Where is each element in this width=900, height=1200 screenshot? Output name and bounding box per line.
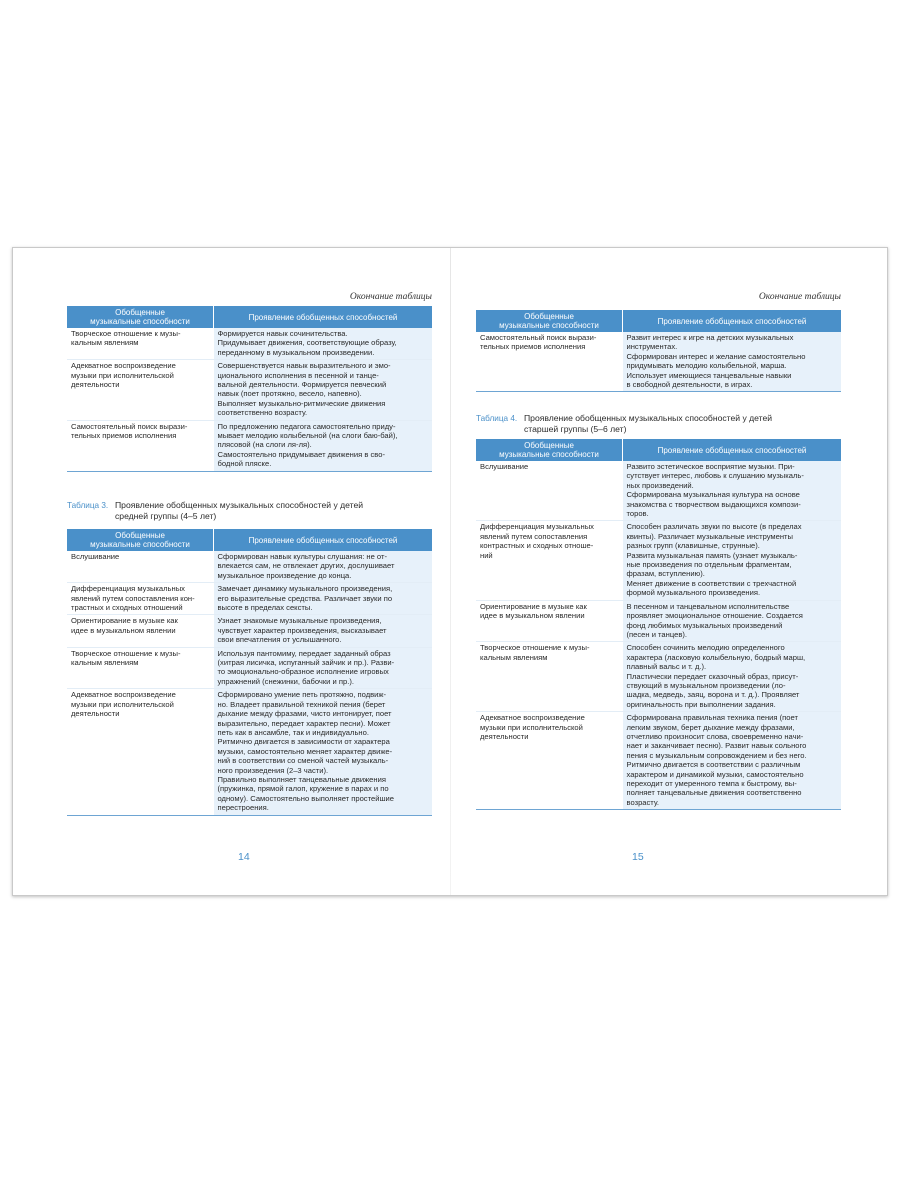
cell-text-line: переданному в музыкальном произведении. [217,347,375,357]
cell-text-line: Ритмично двигается в зависимости от характера [217,737,390,747]
cell-text-line: Вслушивание [480,462,529,471]
manifestation-cell [623,332,842,392]
cell-text-line: Сформирован навык культуры слушания: не от- [217,552,387,561]
cell-text-line: фразам, вступлению). [626,569,705,579]
cell-text-line: Способен сочинить мелодию определенного [626,643,785,653]
cell-text-line: Используя пантомиму, передает заданный образ [217,648,391,658]
cell-text-line: тельных приемов исполнения [480,342,586,352]
cell-text-line: нает и заканчивает песню). Развит навык сольного [626,741,807,751]
ability-cell [67,615,214,647]
cell-text-line: Творческое отношение к музы- [480,643,590,653]
cell-text-line: Меняет движение в соответствии с трехчастной [626,578,797,588]
cell-text-line: Использует имеющиеся танцевальные навыки [626,370,792,380]
cell-text-line: ствующий в музыкальном произведении (ло- [626,680,786,690]
cell-text-line: Развита музыкальная память (узнает музыкаль- [626,550,798,560]
cell-text-line: Адекватное воспроизведение [71,690,176,700]
cell-text-line: Самостоятельный поиск вырази- [480,333,597,342]
ability-cell [67,420,214,471]
table-row [67,420,432,471]
cell-text-line: то эмоционально-образное исполнение игровых [217,667,389,677]
cell-text-line: Сформирована правильная техника пения (поет [626,713,798,723]
manifestation-cell [623,521,842,600]
table-row [476,642,841,712]
cell-text-line: кальным явлениям [480,652,548,662]
cell-text-line: перестроения. [217,803,269,813]
cell-text-line: придумывать мелодию колыбельной, марша. [626,361,787,371]
cell-text-line: музыки при исполнительской [71,699,174,709]
table-row [476,461,841,521]
table-row [476,521,841,600]
table-3-label: Таблица 3. [67,501,109,510]
cell-text-line: ний в соответствии со сменой частей музыкаль- [217,756,389,766]
cell-text-line: ные произведения по отдельным фрагментам, [626,560,792,570]
cell-text-line: музыки, самостоятельно меняет характер движе- [217,746,393,756]
table-row [67,583,432,615]
ability-cell [67,328,214,360]
cell-text-line: пения с музыкальным сопровождением и без него. [626,750,807,760]
cell-text-line: Ориентирование в музыке как [71,616,178,626]
cell-text-line: Самостоятельно придумывает движения в сво- [217,449,385,459]
table-row [67,689,432,815]
table-3-title: Проявление обобщенных музыкальных способностей у детей [115,500,364,510]
table-4-title: Проявление обобщенных музыкальных способностей у детей [524,413,773,423]
cell-text-line: шадка, медведь, заяц, ворона и т. д.). Проявляет [626,690,800,700]
cell-text-line: Выполняет музыкально-ритмические движения [217,398,386,408]
cell-text-line: в свободной деятельности, в играх. [626,380,753,390]
cell-text-line: Самостоятельный поиск вырази- [71,421,188,431]
column-header-abilities: Обобщенные музыкальные способности [67,529,214,551]
cell-text-line: тельных приемов исполнения [71,431,177,441]
cell-text-line: Способен различать звуки по высоте (в пределах [626,522,802,532]
cell-text-line: бодной пляске. [217,459,272,469]
cell-text-line: Сформирована музыкальная культура на основе [626,490,800,500]
cell-text-line: ного произведения (2–3 части). [217,765,329,775]
cell-text-line: фонд любимых музыкальных произведений [626,620,783,630]
cell-text-line: Адекватное воспроизведение [480,713,585,723]
cell-text-line: Узнает знакомые музыкальные произведения, [217,616,382,626]
continuation-label: Окончание таблицы [349,292,432,302]
table-row [67,328,432,360]
cell-text-line: трастных и сходных отношений [71,603,183,613]
cell-text-line: Дифференциация музыкальных [480,522,594,532]
cell-text-line: разных групп (клавишные, струнные). [626,541,760,551]
ability-cell [67,689,214,815]
cell-text-line: ных произведений. [626,480,694,490]
manifestation-cell [623,642,842,712]
cell-text-line: мывает мелодию колыбельной (на слоги баю-бай), [217,431,398,441]
column-header-abilities: Обобщенные музыкальные способности [476,310,623,332]
cell-text-line: петь как в ансамбле, так и индивидуально. [217,727,369,737]
cell-text-line: контрастных и сходных отноше- [480,541,594,551]
column-header-manifestation: Проявление обобщенных способностей [623,439,842,461]
table-row [67,647,432,689]
table-3-caption: Таблица 3. Проявление обобщенных музыкальных способностей у детей средней группы (4–5 лет) [67,500,364,521]
table-row [476,600,841,642]
cell-text-line: торов. [626,509,649,519]
book-spread [12,247,888,896]
cell-text-line: вальной деятельности. Формируется певческий [217,380,387,390]
cell-text-line: Творческое отношение к музы- [71,648,181,658]
cell-text-line: легким звуком, берет дыхание между фразами, [626,722,795,732]
cell-text-line: (пружинка, прямой галоп, кружение в парах и по [217,784,389,794]
cell-text-line: идее в музыкальном явлении [480,611,585,621]
cell-text-line: деятельности [71,380,120,390]
cell-text-line: Придумывает движения, соответствующие образу, [217,338,397,348]
cell-text-line: высоте в пределах сексты. [217,603,313,613]
cell-text-line: В песенном и танцевальном исполнительстве [626,601,790,611]
cell-text-line: деятельности [480,731,529,741]
cell-text-line: плавный вальс и т. д.). [626,662,707,672]
cell-text-line: характером и динамикой музыки, самостоятельно [626,769,804,779]
manifestation-cell [214,360,433,420]
cell-text-line: (песен и танцев). [626,629,688,639]
cell-text-line: явлений путем сопоставления [480,531,588,541]
table-row [476,332,841,392]
ability-cell [476,600,623,642]
manifestation-cell [214,583,433,615]
manifestation-cell [214,615,433,647]
cell-text-line: Сформирован интерес и желание самостоятельно [626,351,806,361]
column-header-manifestation: Проявление обобщенных способностей [214,306,433,328]
cell-text-line: Вслушивание [71,552,120,561]
cell-text-line: музыки при исполнительской [480,722,583,732]
ability-cell [476,642,623,712]
cell-text-line: Развит интерес к игре на детских музыкальных [626,333,794,342]
book-gutter [450,248,451,895]
cell-text-line: Замечает динамику музыкального произведения, [217,584,393,594]
table-row [67,551,432,583]
manifestation-cell [214,551,433,583]
column-header-manifestation: Проявление обобщенных способностей [214,529,433,551]
cell-text-line: полняет танцевальные движения соответственно [626,788,802,798]
manifestation-cell [214,647,433,689]
cell-text-line: ционального исполнения в песенной и танце- [217,370,379,380]
cell-text-line: ний [480,550,493,560]
manifestation-cell [214,328,433,360]
cell-text-line: Развито эстетическое восприятие музыки. При- [626,462,795,471]
cell-text-line: плясовой (на слоги ля-ля). [217,440,312,450]
cell-text-line: Совершенствуется навык выразительного и эмо- [217,361,391,371]
cell-text-line: знакомства с творчеством выдающихся компози- [626,499,801,509]
table-4 [476,439,841,810]
cell-text-line: но. Владеет правильной техникой пения (берет [217,699,386,709]
cell-text-line: (хитрая лисичка, испуганный зайчик и пр.). Разви- [217,658,395,668]
cell-text-line: кальным явлениям [71,338,139,348]
table-row [67,360,432,420]
cell-text-line: Дифференциация музыкальных [71,584,185,594]
right-page [476,248,841,895]
cell-text-line: чувствует характер произведения, высказывает [217,625,387,635]
manifestation-cell [214,420,433,471]
column-header-manifestation: Проявление обобщенных способностей [623,310,842,332]
cell-text-line: влекается сам, не отвлекает других, дослушивает [217,561,395,571]
cell-text-line: Ориентирование в музыке как [480,601,587,611]
table-row [476,712,841,810]
manifestation-cell [623,600,842,642]
cell-text-line: идее в музыкальном явлении [71,625,176,635]
ability-cell [476,712,623,810]
column-header-abilities: Обобщенные музыкальные способности [67,306,214,328]
cell-text-line: свои впечатления от услышанного. [217,635,342,645]
cell-text-line: дыхание между фразами, чисто интонирует, поет [217,709,392,719]
manifestation-cell [623,712,842,810]
cell-text-line: Пластически передает сказочный образ, присут- [626,671,799,681]
table-row [67,615,432,647]
table-4-caption: Таблица 4. Проявление обобщенных музыкальных способностей у детей старшей группы (5–6 лет) [476,413,773,434]
cell-text-line: выразительно, передает характер песни). Может [217,718,391,728]
cell-text-line: упражнений (снежинки, бабочки и пр.). [217,676,354,686]
cell-text-line: отчетливо произносит слова, своевременно начи- [626,731,804,741]
manifestation-cell [214,689,433,815]
page-number: 15 [632,851,644,863]
cell-text-line: По предложению педагога самостоятельно приду- [217,421,396,431]
cell-text-line: навык (поет протяжно, весело, напевно). [217,389,362,399]
cell-text-line: деятельности [71,709,120,719]
cell-text-line: кальным явлениям [71,658,139,668]
cell-text-line: оригинальность при выполнении задания. [626,699,776,709]
cell-text-line: возрасту. [626,797,660,807]
cell-text-line: Формируется навык сочинительства. [217,329,348,338]
cell-text-line: инструментах. [626,342,678,352]
cell-text-line: одному). Самостоятельно выполняет простейшие [217,793,395,803]
cell-text-line: переходит от умеренного темпа к быстрому, вы- [626,779,797,788]
cell-text-line: музыки при исполнительской [71,370,174,380]
ability-cell [476,461,623,521]
manifestation-cell [623,461,842,521]
ability-cell [476,521,623,600]
ability-cell [67,647,214,689]
left-page [67,248,432,895]
cell-text-line: Адекватное воспроизведение [71,361,176,371]
ability-cell [67,583,214,615]
page-number: 14 [238,851,250,863]
cell-text-line: формой музыкального произведения. [626,588,761,598]
cell-text-line: проявляет эмоциональное отношение. Создается [626,611,803,621]
cell-text-line: сутствует интерес, любовь к слушанию музыкаль- [626,471,804,481]
ability-cell [67,360,214,420]
cell-text-line: характера (ласковую колыбельную, бодрый марш, [626,652,806,662]
cell-text-line: Творческое отношение к музы- [71,329,181,338]
cell-text-line: Ритмично двигается в соответствии с различным [626,760,801,770]
cell-text-line: Правильно выполняет танцевальные движения [217,774,386,784]
ability-cell [67,551,214,583]
continuation-label: Окончание таблицы [758,292,841,302]
cell-text-line: Сформировано умение петь протяжно, подвиж- [217,690,387,700]
cell-text-line: квинты). Различает музыкальные инструменты [626,531,793,541]
cell-text-line: его выразительные средства. Различает звуки по [217,593,393,603]
column-header-abilities: Обобщенные музыкальные способности [476,439,623,461]
cell-text-line: музыкальное произведение до конца. [217,570,352,580]
cell-text-line: соответственно возрасту. [217,408,308,418]
table-3-continuation [476,310,841,392]
table-2-continuation [67,306,432,472]
cell-text-line: явлений путем сопоставления кон- [71,593,195,603]
table-3 [67,529,432,816]
table-4-label: Таблица 4. [476,414,518,423]
ability-cell [476,332,623,392]
